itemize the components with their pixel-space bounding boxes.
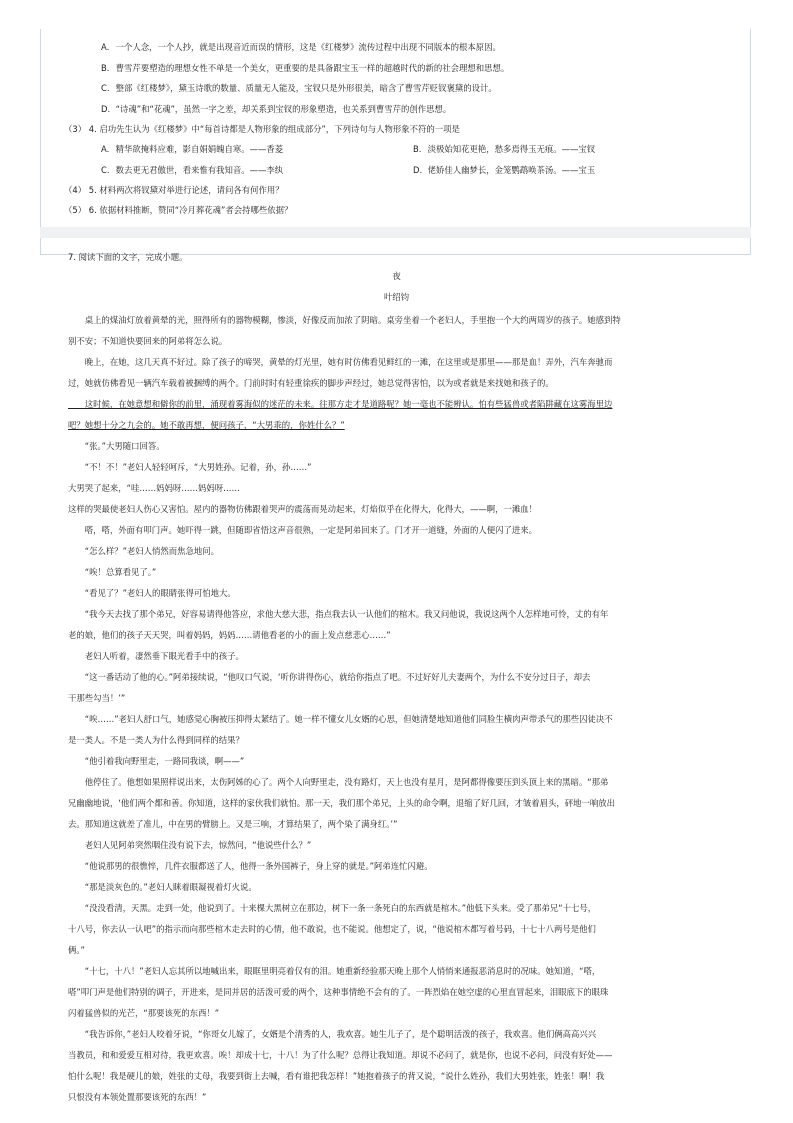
section-divider — [40, 227, 751, 238]
passage-line: 嗒”叩门声是他们特别的调子，开进来，是同并居的活泼可爱的两个，这种事情绝不会有的了。一阵烈焰在她空虚的心里直冒起来，泪眼底下的眼珠 — [68, 987, 609, 997]
passage-paragraph — [68, 709, 724, 751]
passage-paragraph — [68, 520, 724, 541]
passage-line: “看见了？”老妇人的眼睛张得可怕地大。 — [68, 588, 236, 598]
passage-line: 晚上，在她，这几天真不好过。除了孩子的啼哭，黄晕的灯光里，她有时仿佛看见鲜红的一滩，在这里或是那里——那是血！弄外，汽车奔驰而 — [68, 357, 613, 367]
passage-paragraph — [68, 352, 724, 394]
passage-instruction: 7. 阅读下面的文字，完成小题。 — [68, 252, 188, 262]
passage-line: 十八号，你去认一认吧”的指示而向那些棺木走去时的心情，他不敢说，也不能说。他想定了，说，“他说棺木都写着号码，十七十八两号是他们 — [68, 924, 596, 934]
passage-line: “怎么样？”老妇人悄然而焦急地问。 — [68, 546, 220, 556]
passage-line: 桌上的煤油灯放着黄晕的光，照得所有的器物模糊，惨淡，好像反而加浓了阴暗。桌旁坐着一个老妇人，手里抱一个大约两周岁的孩子。她感到特 — [68, 315, 621, 325]
passage-line: 是一类人。不是一类人为什么得到同样的结果？ — [68, 735, 244, 745]
passage-paragraph — [68, 667, 724, 709]
passage-line: “他引着我向野里走，一路同我谈，啊——” — [68, 756, 245, 766]
passage-line: 他停住了。他想如果照样说出来，太伤阿姊的心了。两个人向野里走，没有路灯，天上也没有星月，是阿都得像要压到头顶上来的黑暗。“那弟 — [68, 777, 609, 787]
passage-paragraph — [68, 541, 724, 562]
passage-paragraph — [68, 898, 724, 961]
passage-line: 嗒，嗒，外面有叩门声。她吓得一跳，但随即省悟这声音很熟，一定是阿弟回来了。门才开一道缝，外面的人便闪了进来。 — [68, 525, 537, 535]
q4-option-b[interactable]: B. 淡极始知花更艳，愁多焉得玉无痕。——宝钗 — [413, 144, 596, 154]
passage-line: 老的娘，他们的孩子天天哭，叫着妈妈，妈妈……请他看老的小的面上发点慈悲心……” — [68, 630, 391, 640]
passage-line: “唉……”老妇人舒口气，她感觉心胸被压抑得太紧结了。她一样不懂女儿女婿的心思，但她清楚地知道他们同脸生横肉声带杀气的那些囚徒决不 — [68, 714, 613, 724]
passage-paragraph — [68, 856, 724, 877]
passage-paragraph — [68, 562, 724, 583]
passage-line: “那是淡灰色的。”老妇人眯着眼凝视着灯火说。 — [68, 882, 257, 892]
passage-paragraph — [68, 961, 724, 1024]
passage-line: “不！不！”老妇人轻轻呵斥，“大男姓孙。记着，孙，孙……” — [68, 462, 312, 472]
passage-paragraph — [68, 394, 724, 436]
passage-paragraph — [68, 436, 724, 457]
passage-line: “我今天去找了那个弟兄，好容易请得他答应，求他大慈大悲，指点我去认一认他们的棺木。我又问他说，我说这两个人怎样地可怜，丈的有年 — [68, 609, 609, 619]
passage-author: 叶绍钧 — [383, 292, 410, 302]
q4-option-d[interactable]: D. 佬娇佳人幽梦长，金笼鹦鹉唤茶汤。——宝玉 — [413, 165, 596, 175]
q6-text: （5） 6. 依据材料推断，赞同“冷月葬花魂”者会持哪些依据？ — [64, 205, 293, 215]
passage-paragraph — [68, 457, 724, 478]
passage-paragraph — [68, 751, 724, 772]
passage-line: “我告诉你，”老妇人咬着牙说，“你哥女儿嫁了，女婿是个清秀的人，我欢喜。她生儿子了，是个聪明活泼的孩子，我欢喜。他们俩高高兴兴 — [68, 1029, 597, 1039]
passage-line: “张。”大男随口回答。 — [68, 441, 165, 451]
q3-option-a[interactable]: A. 一个人念，一个人抄，就是出现音近而误的情形，这是《红楼梦》流传过程中出现不同版本的根本原因。 — [101, 42, 501, 52]
passage-line: 干那些勾当！’” — [68, 693, 126, 703]
passage-line: 怕什么呢！我是硬儿的娘，姓张的丈母，我要到街上去喊，看有谁把我怎样！”她抱着孩子的背又说，“说什么姓孙，我们大男姓张，姓张！啊！我 — [68, 1071, 605, 1081]
passage-paragraph — [68, 604, 724, 646]
q4-option-c[interactable]: C. 数去更无君傲世，看来惟有我知音。——李纨 — [101, 165, 284, 175]
passage-paragraph — [68, 877, 724, 898]
q4-option-a[interactable]: A. 精华欲掩料应难，影自娟娟魄自寒。——香菱 — [101, 144, 284, 154]
passage-line: “十七，十八！”老妇人忘其所以地喊出来，眼眶里明亮着仅有的泪。她重新经验那天晚上那个人悄悄来通报恶消息时的况味。她知道，“嗒， — [68, 966, 601, 976]
passage-paragraph — [68, 499, 724, 520]
q3-option-d[interactable]: D. “诗魂”和“花魂”，虽然一字之差，却关系到宝钗的形象塑造，也关系到曹雪芹的创作思想。 — [101, 104, 452, 114]
passage-line: 过，她就仿佛看见一辆汽车载着被捆缚的两个。门前时时有轻重徐疾的脚步声经过，她总觉得害怕，以为或者就是来找她和孩子的。 — [68, 378, 554, 388]
passage-paragraph — [68, 478, 724, 499]
passage-paragraph — [68, 646, 724, 667]
passage-line: 别不安；不知道快要回来的阿弟将怎么说。 — [68, 336, 228, 346]
passage-paragraph — [68, 1024, 724, 1108]
passage-line: “这一番话动了他的心。”阿弟接续说，“他叹口气说，‘听你讲得伤心，就给你指点了吧。不过好好儿夫妻两个，为什么不安分过日子，却去 — [68, 672, 591, 682]
q3-option-b[interactable]: B. 曹雪芹要塑造的理想女性不单是一个美女，更重要的是具备跟宝玉一样的超越时代的新的社会理想和思想。 — [101, 63, 510, 73]
passage-line: 闪着猛兽似的光芒，“那要该死的东西！” — [68, 1008, 220, 1018]
passage-paragraph — [68, 583, 724, 604]
passage-line: 兄幽幽地说，‘他们两个都和善。你知道，这样的家伙我们就怕。那一天，我们那个弟兄，上头的命令啊，退缩了好几回，才皱着眉头，砰地一响放出 — [68, 798, 616, 808]
q5-text: （4） 5. 材料两次将钗黛对举进行论述，请问各有何作用？ — [64, 185, 284, 195]
passage-line: 吧？她想十分之九会的。她不敢再想，便问孩子，“大男乖的，你姓什么？” — [68, 420, 345, 430]
passage-line: 大男哭了起来，“哇……妈妈呀……妈妈呀…… — [68, 483, 240, 493]
passage-line: 老妇人听着，凄然垂下眼光看手中的孩子。 — [68, 651, 244, 661]
passage-line: 只恨没有本领处置那要该死的东西！” — [68, 1092, 207, 1102]
passage-line: “他说那男的很憔悴，几件衣服都送了人，他得一条外国裤子，身上穿的就是。”阿弟连忙闪避。 — [68, 861, 433, 871]
passage-line: 俩。” — [68, 945, 85, 955]
passage-paragraph — [68, 835, 724, 856]
passage-line: 老妇人见阿弟突然咽住没有说下去，惊然问，“他说些什么？” — [68, 840, 312, 850]
passage-title: 夜 — [392, 271, 401, 281]
passage-paragraph — [68, 310, 724, 352]
passage-line: “没没看清，天黑。走到一处，他说到了。十来棵大黑树立在那边，树下一条一条死白的东西就是棺木。”他低下头来。受了那弟兄“十七号， — [68, 903, 597, 913]
passage-line: 去。那知道这就差了准儿，中在男的臂膀上。又是三响，才算结果了，两个染了满身红。’” — [68, 819, 398, 829]
passage-line: “唉！总算看见了。” — [68, 567, 157, 577]
q3-option-c[interactable]: C. 整部《红楼梦》，黛玉诗歌的数量、质量无人能及，宝钗只是外形很美，暗含了曹雪芹贬钗褒黛的设计。 — [101, 83, 497, 93]
passage-line: 这样的哭最使老妇人伤心又害怕。屋内的器物仿佛跟着哭声的震荡而晃动起来，灯焰似乎在化得大，化得大，——啊，一滩血！ — [68, 504, 537, 514]
passage-line: 当教员，和和爱爱互相对待，我更欢喜。唉！却成十七，十八！为了什么呢？总得让我知道。却说不必问了，就是你，也说不必问，问没有好处—— — [68, 1050, 613, 1060]
passage-paragraph — [68, 772, 724, 835]
passage-line: 这时候，在她意想和僻你的前里，涌现着雾海似的迷茫的未来。往那方走才是道路呢？她一毫也不能辨认。怕有些猛兽或者陷阱藏在这雾海里边 — [68, 399, 613, 409]
q4-stem: （3） 4. 启功先生认为《红楼梦》中“每首诗都是人物形象的组成部分”，下列诗句与人物形象不符的一项是 — [64, 124, 460, 134]
